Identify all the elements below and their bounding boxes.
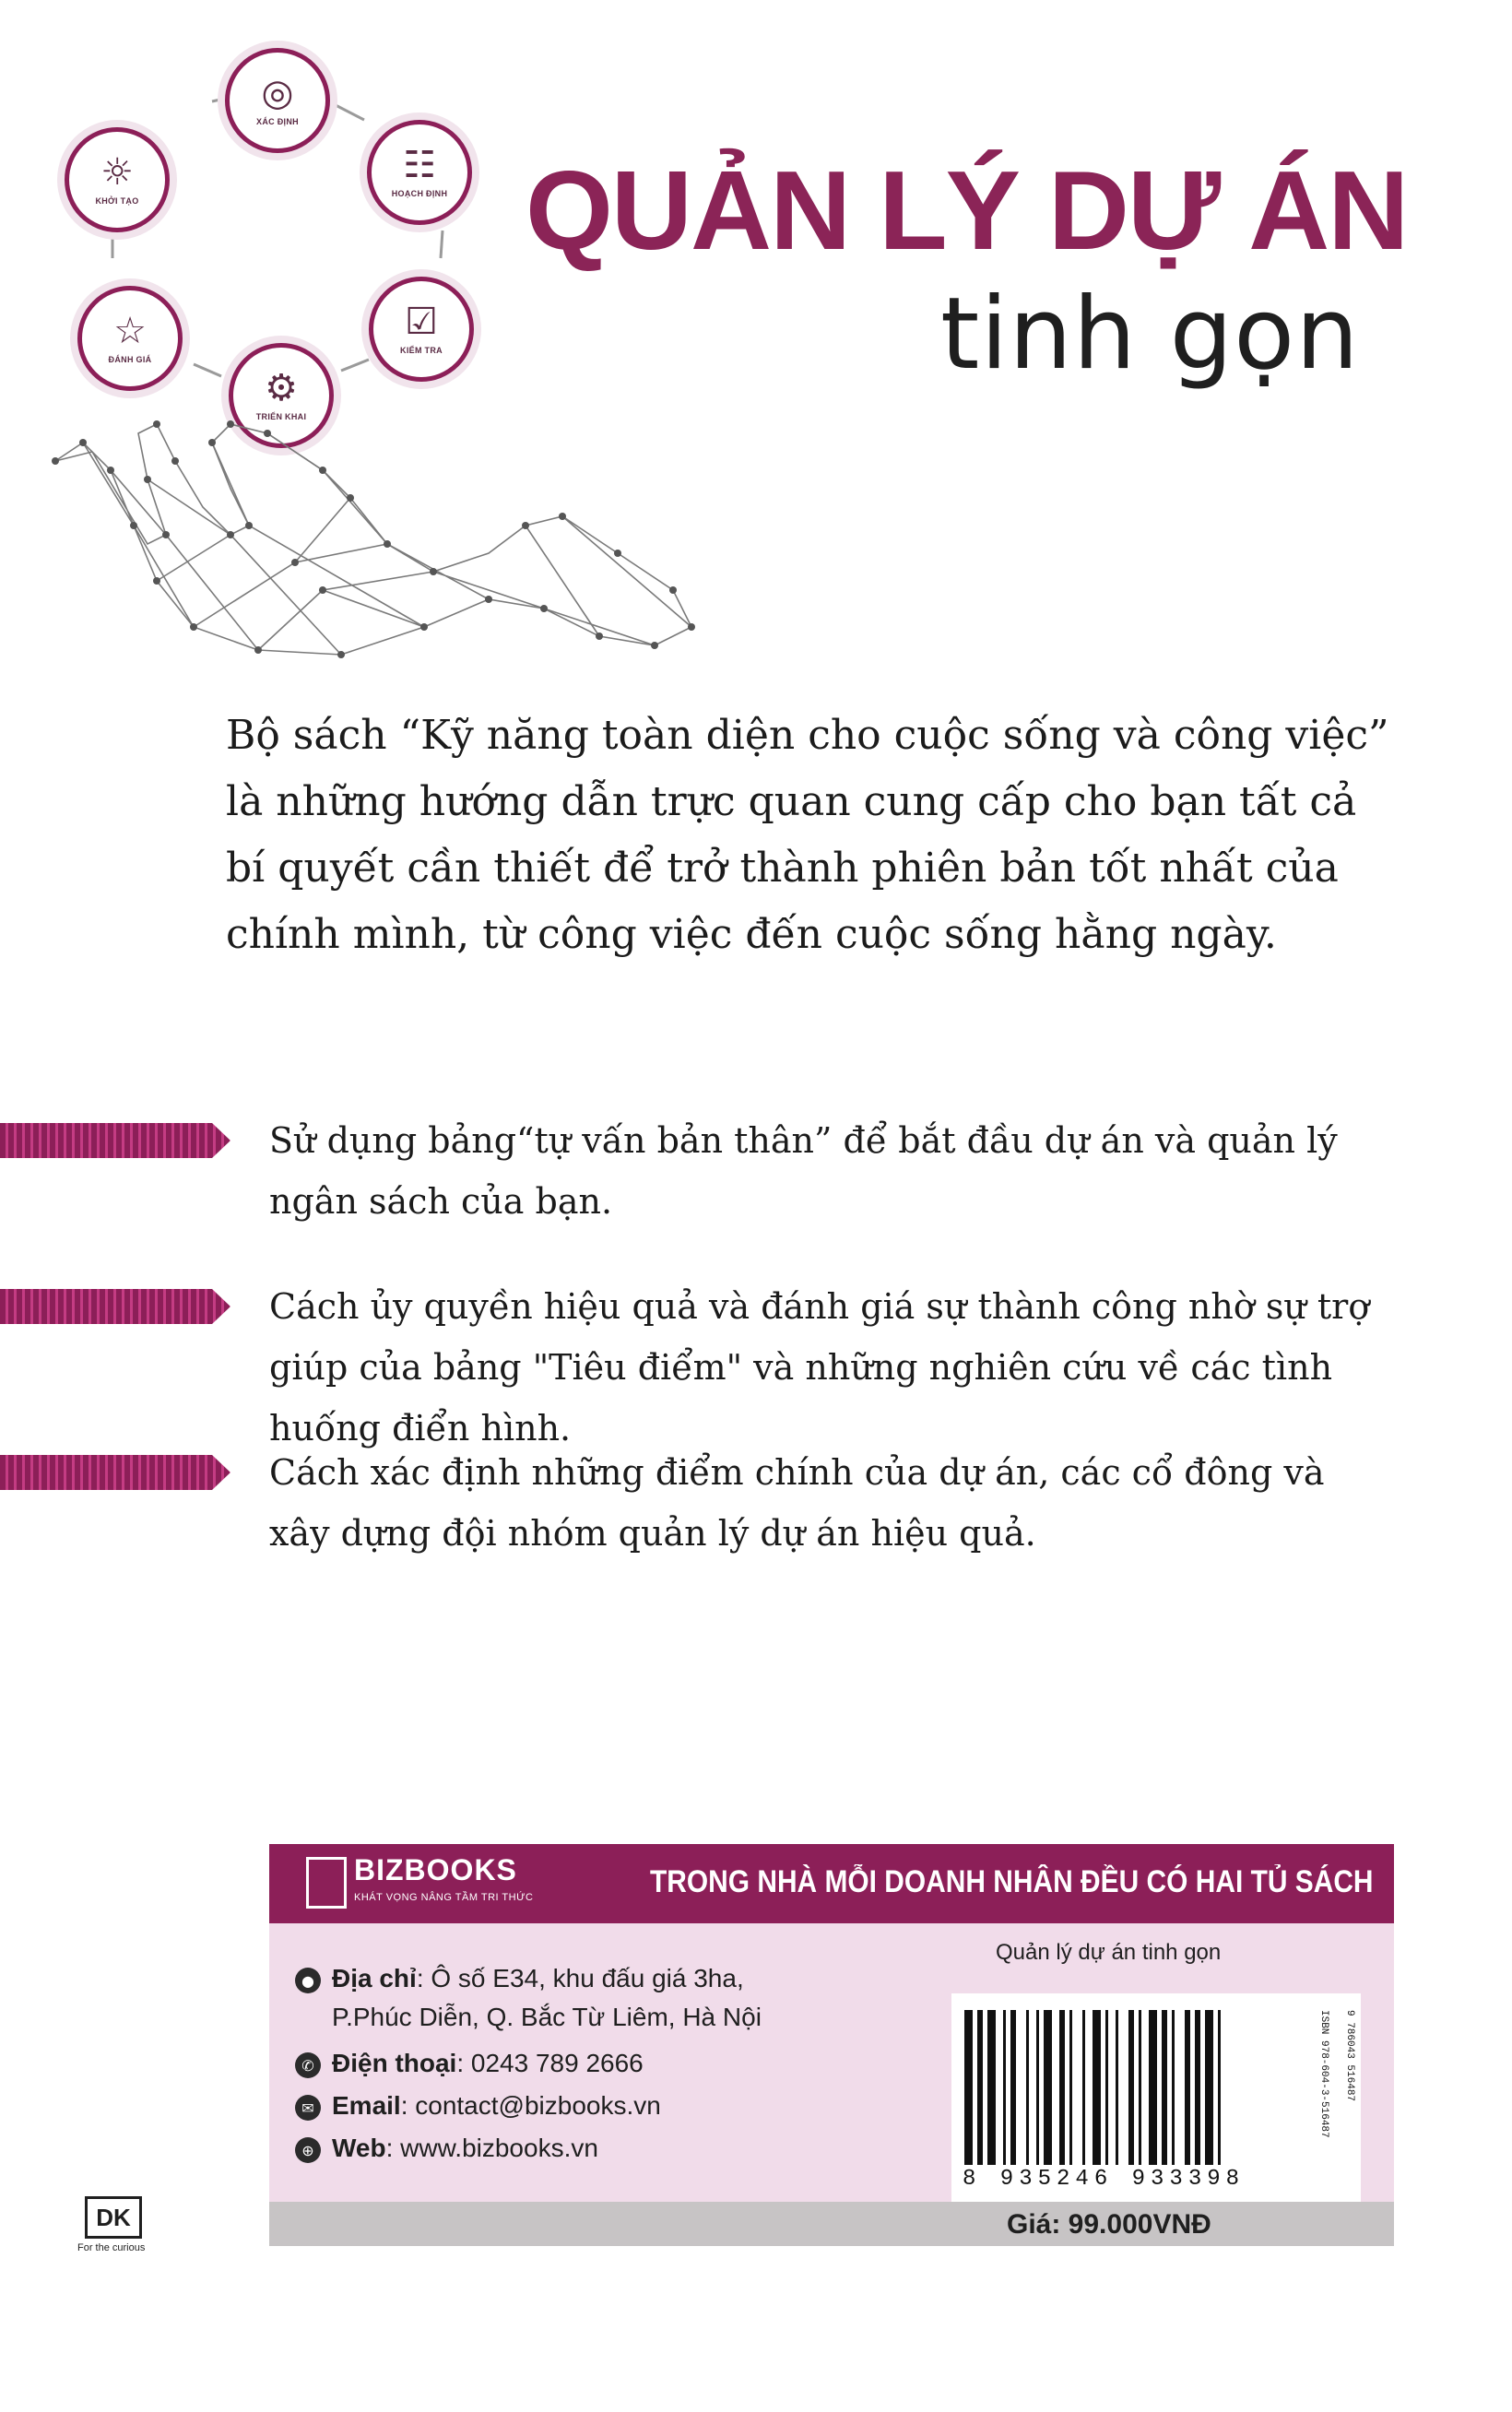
book-subtitle: tinh gọn <box>940 277 1360 392</box>
barcode-bar <box>1059 2010 1065 2165</box>
barcode-bar <box>1069 2010 1072 2165</box>
checklist-icon: ☷ <box>403 144 436 186</box>
barcode-bar <box>1044 2010 1052 2165</box>
barcode-bar <box>1093 2010 1101 2165</box>
check-list-icon: ☑ <box>405 301 438 343</box>
barcode-bar <box>1116 2010 1118 2165</box>
web-row: ⊕ Web: www.bizbooks.vn <box>332 2134 598 2163</box>
barcode-bar <box>1195 2010 1200 2165</box>
barcode-bar <box>1082 2010 1085 2165</box>
publisher-tagline: KHÁT VỌNG NÂNG TẦM TRI THỨC <box>354 1892 534 1903</box>
cycle-node-danh-gia: ☆ ĐÁNH GIÁ <box>77 286 183 391</box>
barcode-bar <box>1162 2010 1167 2165</box>
barcode-bar <box>1105 2010 1108 2165</box>
barcode-bar <box>1149 2010 1157 2165</box>
globe-icon: ⊕ <box>295 2137 321 2163</box>
dk-logo: DK <box>85 2196 142 2239</box>
bullet-item-3: Cách xác định những điểm chính của dự án, các cổ đông và xây dựng đội nhóm quản lý dự án hiệu quả. <box>269 1452 1325 1554</box>
target-icon: ◎ <box>261 72 294 114</box>
cycle-node-xac-dinh: ◎ XÁC ĐỊNH <box>225 48 330 153</box>
isbn-text: ISBN 978-604-3-516487 <box>1318 2010 1329 2138</box>
cycle-node-hoach-dinh: ☷ HOẠCH ĐỊNH <box>367 120 472 225</box>
email-row: ✉ Email: contact@bizbooks.vn <box>332 2091 661 2121</box>
rating-icon: ☆ <box>113 310 147 352</box>
barcode-bar <box>1205 2010 1213 2165</box>
bullet-arrow-icon <box>0 1123 230 1158</box>
barcode-bar <box>1003 2010 1006 2165</box>
barcode-bar <box>1128 2010 1134 2165</box>
phone-icon: ✆ <box>295 2052 321 2078</box>
email-icon: ✉ <box>295 2095 321 2121</box>
cycle-node-trien-khai: ⚙ TRIỂN KHAI <box>229 343 334 448</box>
bullet-arrow-icon <box>0 1455 230 1490</box>
barcode-bar <box>1172 2010 1175 2165</box>
barcode-bar <box>1218 2010 1221 2165</box>
barcode-bar <box>977 2010 983 2165</box>
publisher-header <box>269 1844 1394 1923</box>
publisher-name: BIZBOOKS <box>354 1853 517 1886</box>
cycle-node-kiem-tra: ☑ KIỂM TRA <box>369 277 474 382</box>
address-row: ● Địa chỉ: Ô số E34, khu đấu giá 3ha, <box>332 1964 744 1993</box>
barcode-bar <box>1036 2010 1039 2165</box>
polygon-hand-illustration <box>46 415 728 682</box>
publisher-info-box <box>269 1844 1394 2246</box>
barcode-bar <box>1139 2010 1141 2165</box>
intro-paragraph: Bộ sách “Kỹ năng toàn diện cho cuộc sống và công việc” là những hướng dẫn trực quan cung cấp cho bạn tất cả bí quyết cần thiết để trở thành phiên bản tốt nhất của chính mình, từ công việc đến cuộc sống hằng ngày. <box>226 712 1389 958</box>
barcode-book-name: Quản lý dự án tinh gọn <box>996 1940 1222 1965</box>
barcode-bar <box>987 2010 996 2165</box>
phone-row: ✆ Điện thoại: 0243 789 2666 <box>332 2049 644 2078</box>
barcode-bar <box>1185 2010 1190 2165</box>
bullet-arrow-icon <box>0 1289 230 1324</box>
isbn-number: 9 786043 516487 <box>1344 2010 1355 2102</box>
barcode-digits: 8 935246 933398 <box>963 2167 1246 2192</box>
price: Giá: 99.000VNĐ <box>1007 2209 1211 2240</box>
cycle-node-khoi-tao: ☼ KHỞI TẠO <box>65 127 170 232</box>
address-row-2: P.Phúc Diễn, Q. Bắc Từ Liêm, Hà Nội <box>332 2003 762 2031</box>
book-title: QUẢN LÝ DỰ ÁN <box>526 148 1408 273</box>
price-bar <box>269 2202 1394 2246</box>
barcode-bar <box>964 2010 973 2165</box>
publisher-slogan: TRONG NHÀ MỖI DOANH NHÂN ĐỀU CÓ HAI TỦ SÁCH <box>650 1864 1374 1899</box>
bizbooks-logo-icon <box>306 1857 347 1909</box>
barcode <box>951 1993 1361 2207</box>
dk-tagline: For the curious <box>77 2242 146 2253</box>
gears-icon: ⚙ <box>265 367 298 409</box>
barcode-bar <box>1026 2010 1029 2165</box>
lightbulb-icon: ☼ <box>100 151 134 194</box>
barcode-bar <box>1010 2010 1016 2165</box>
bullet-item-2: Cách ủy quyền hiệu quả và đánh giá sự thành công nhờ sự trợ giúp của bảng "Tiêu điểm" và những nghiên cứu về các tình huống điển hình. <box>269 1286 1370 1448</box>
bullet-item-1: Sử dụng bảng“tự vấn bản thân” để bắt đầu dự án và quản lý ngân sách của bạn. <box>269 1120 1338 1222</box>
location-pin-icon: ● <box>295 1968 321 1993</box>
